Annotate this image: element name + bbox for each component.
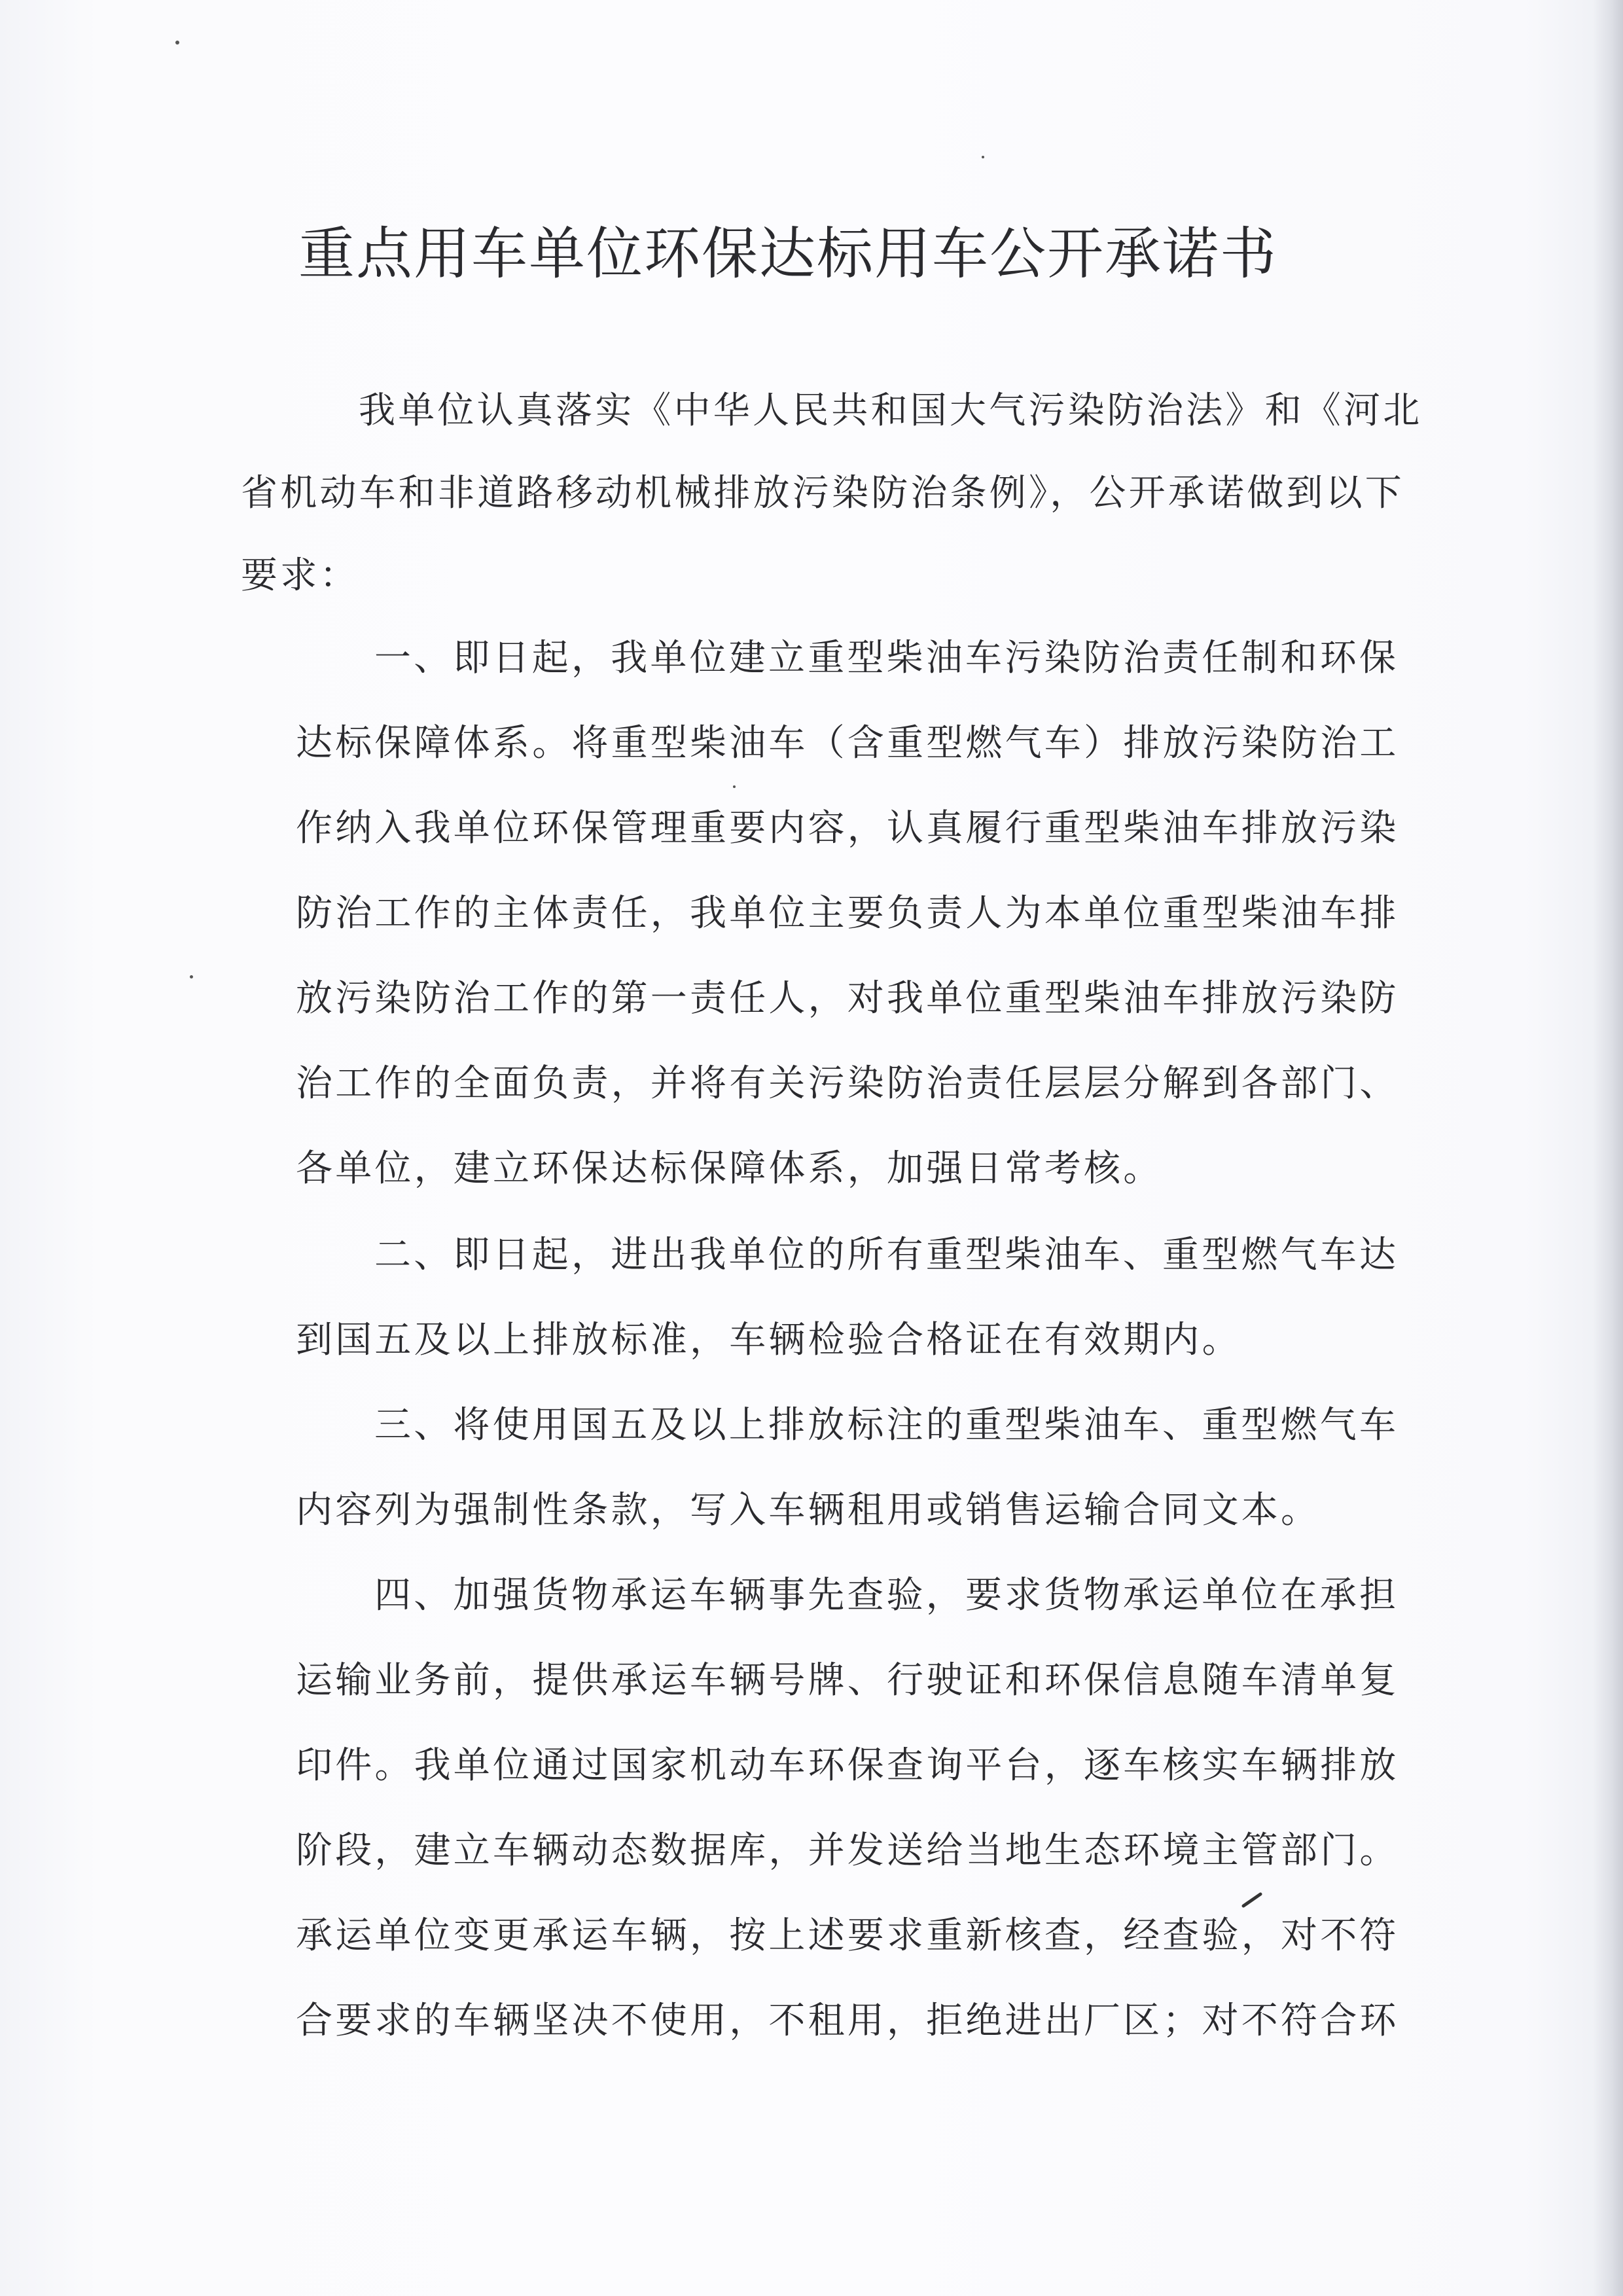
item-3-line: 三、将使用国五及以上排放标注的重型柴油车、重型燃气车: [374, 1404, 1399, 1446]
item-1-line: 达标保障体系。将重型柴油车（含重型燃气车）排放污染防治工: [296, 722, 1399, 764]
scan-speck: [982, 156, 984, 158]
document-title: 重点用车单位环保达标用车公开承诺书: [298, 221, 1277, 287]
item-2-line: 二、即日起，进出我单位的所有重型柴油车、重型燃气车达: [374, 1234, 1399, 1276]
intro-line: 要求：: [241, 554, 359, 597]
item-1-line: 防治工作的主体责任，我单位主要负责人为本单位重型柴油车排: [296, 892, 1399, 935]
item-4-line: 合要求的车辆坚决不使用，不租用，拒绝进出厂区；对不符合环: [296, 2000, 1399, 2042]
scan-speck: [733, 785, 736, 788]
item-4-line: 四、加强货物承运车辆事先查验，要求货物承运单位在承担: [374, 1574, 1399, 1617]
scan-speck: [190, 975, 193, 978]
item-1-line: 一、即日起，我单位建立重型柴油车污染防治责任制和环保: [374, 637, 1399, 679]
page-shadow-edge: [1593, 0, 1623, 2296]
intro-line: 我单位认真落实《中华人民共和国大气污染防治法》和《河北: [359, 389, 1423, 432]
item-1-line: 治工作的全面负责，并将有关污染防治责任层层分解到各部门、: [296, 1062, 1399, 1105]
pen-mark: [1241, 1890, 1267, 1910]
item-4-line: 阶段，建立车辆动态数据库，并发送给当地生态环境主管部门。: [296, 1829, 1399, 1872]
item-3-line: 内容列为强制性条款，写入车辆租用或销售运输合同文本。: [296, 1489, 1321, 1532]
scan-speck: [175, 41, 179, 45]
item-1-line: 作纳入我单位环保管理重要内容，认真履行重型柴油车排放污染: [296, 807, 1399, 850]
item-1-line: 放污染防治工作的第一责任人，对我单位重型柴油车排放污染防: [296, 977, 1399, 1020]
item-4-line: 运输业务前，提供承运车辆号牌、行驶证和环保信息随车清单复: [296, 1659, 1399, 1702]
item-2-line: 到国五及以上排放标准，车辆检验合格证在有效期内。: [296, 1319, 1241, 1361]
intro-line: 省机动车和非道路移动机械排放污染防治条例》，公开承诺做到以下: [241, 472, 1404, 514]
item-4-line: 承运单位变更承运车辆，按上述要求重新核查，经查验，对不符: [296, 1914, 1399, 1957]
item-1-line: 各单位，建立环保达标保障体系，加强日常考核。: [296, 1147, 1163, 1190]
item-4-line: 印件。我单位通过国家机动车环保查询平台，逐车核实车辆排放: [296, 1744, 1399, 1787]
